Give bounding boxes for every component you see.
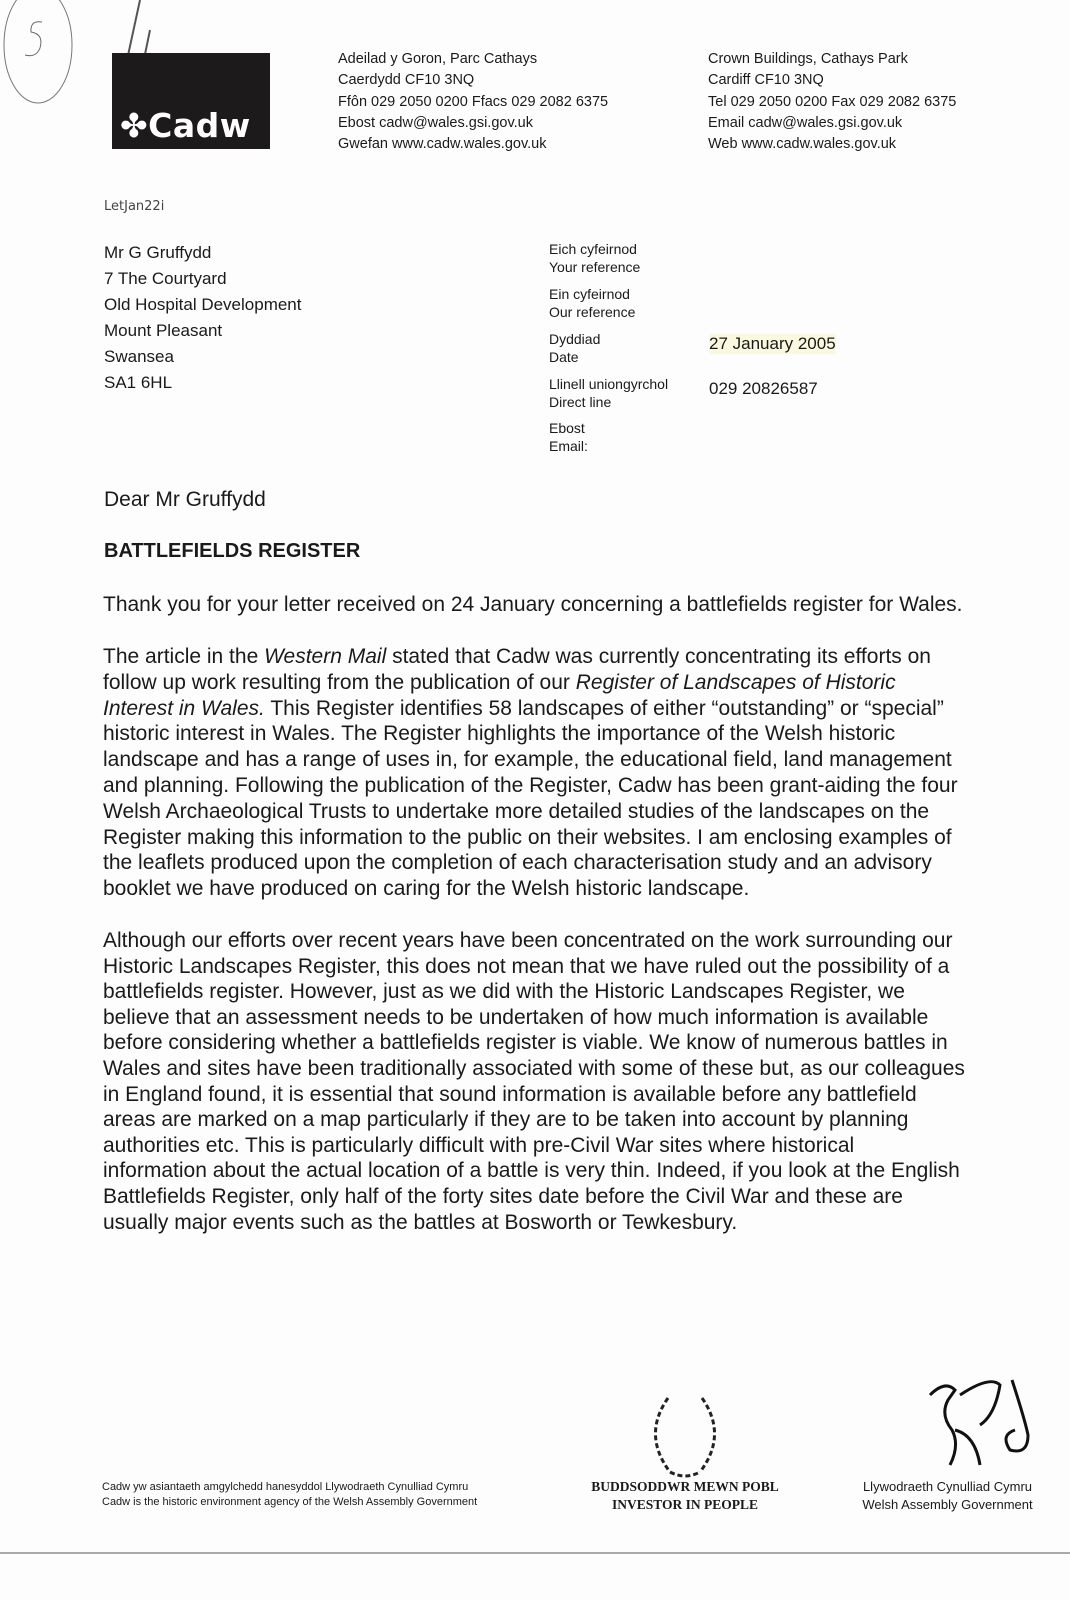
text-segment: battlefields register. However, just as we did with the Historic Landscapes Register, we	[103, 980, 905, 1004]
investor-in-people	[585, 1478, 785, 1514]
body-line	[103, 774, 958, 798]
body-line	[103, 955, 949, 979]
address-line: 7 The Courtyard	[104, 269, 227, 288]
address-line: Caerdydd CF10 3NQ	[338, 72, 475, 89]
recipient-name: Mr G Gruffydd	[104, 243, 212, 262]
body-line	[103, 800, 929, 824]
text-segment: This Register identifies 58 landscapes of either “outstanding” or “special”	[264, 696, 944, 720]
text-segment: information about the actual location of a battle is very thin. Indeed, if you look at the English	[103, 1159, 960, 1183]
postcode: SA1 6HL	[104, 373, 173, 392]
english-address-block	[708, 49, 956, 155]
body-line	[103, 645, 931, 669]
text-segment: Although our efforts over recent years have been concentrated on the work surrounding our	[103, 929, 953, 952]
ref-date: Dyddiad Date	[549, 331, 601, 365]
text-segment: the leaflets produced upon the completion of each characterisation study and an advisory	[103, 851, 932, 875]
welsh-address-block	[338, 49, 608, 155]
laurel-wreath-icon	[640, 1390, 730, 1480]
body-line	[103, 697, 944, 721]
body-line	[103, 826, 952, 850]
address-line: Swansea	[104, 347, 174, 366]
body-line	[103, 1031, 948, 1055]
investor-welsh: BUDDSODDWR MEWN POBL	[591, 1479, 779, 1494]
ref-your-reference: Eich cyfeirnod Your reference	[549, 241, 641, 275]
body-line	[103, 722, 895, 746]
cadw-logo	[112, 53, 270, 149]
body-line	[103, 851, 932, 875]
text-segment: believe that an assessment needs to be undertaken of how much information is available	[103, 1005, 929, 1029]
text-segment: before considering whether a battlefields register is viable. We know of numerous battles in	[103, 1031, 948, 1055]
body-line	[103, 1057, 965, 1081]
text-segment: Wales and sites have been traditionally associated with some of these but, as our colleagues	[103, 1057, 965, 1080]
body-line	[103, 1134, 854, 1158]
body-line	[103, 671, 896, 695]
ref-direct-line: Llinell uniongyrchol Direct line	[549, 376, 669, 410]
bottom-divider	[0, 1552, 1070, 1554]
text-segment: Battlefields Register, only half of the forty sites date before the Civil War and these are	[103, 1185, 903, 1208]
file-reference: LetJan22i	[104, 199, 165, 214]
salutation: Dear Mr Gruffydd	[104, 488, 266, 511]
welsh-dragon-icon	[900, 1375, 1035, 1475]
text-segment: usually major events such as the battles at Bosworth or Tewkesbury.	[103, 1210, 738, 1234]
address-line: Mount Pleasant	[104, 321, 223, 340]
text-segment: booklet we have produced on caring for the Welsh historic landscape.	[103, 877, 750, 901]
agency-english: Cadw is the historic environment agency of the Welsh Assembly Government	[102, 1496, 478, 1508]
text-segment: historic interest in Wales. The Register highlights the importance of the Welsh historic	[103, 722, 896, 746]
text-segment: landscape and has a range of uses in, for example, the educational field, land management	[103, 748, 952, 772]
body-line	[103, 1185, 903, 1209]
ref-email: Ebost Email:	[549, 420, 588, 454]
text-segment: areas are marked on a map particularly if they are to be taken into account by planning	[103, 1108, 909, 1132]
address-line: Cardiff CF10 3NQ	[708, 72, 824, 89]
text-segment: Historic Landscapes Register, this does not mean that we have ruled out the possibility of a	[103, 954, 950, 978]
text-segment: The article in the	[103, 645, 265, 668]
body-line	[103, 748, 952, 772]
text-segment: Register making this information to the public on their websites. I am enclosing examples of	[103, 825, 952, 849]
investor-english: INVESTOR IN PEOPLE	[611, 1497, 759, 1512]
cadw-logo-text: ✤Cadw	[120, 106, 251, 145]
body-line	[103, 929, 952, 953]
body-line	[103, 1006, 928, 1030]
email-line: Email cadw@wales.gsi.gov.uk	[708, 114, 903, 131]
body-line	[103, 1211, 737, 1235]
email-line: Ebost cadw@wales.gsi.gov.uk	[338, 114, 533, 131]
web-line: Web www.cadw.wales.gov.uk	[708, 136, 897, 153]
text-segment: authorities etc. This is particularly difficult with pre-Civil War sites where historical	[103, 1133, 855, 1157]
recipient-address	[104, 240, 301, 396]
text-segment: Welsh Archaeological Trusts to undertake more detailed studies of the landscapes on the	[103, 799, 930, 823]
italic-title: Register of Landscapes of Historic	[575, 670, 896, 694]
web-line: Gwefan www.cadw.wales.gov.uk	[338, 136, 547, 153]
agency-welsh: Cadw yw asiantaeth amgylchedd hanesyddol Llywodraeth Cynulliad Cymru	[102, 1481, 469, 1493]
body-line	[103, 593, 963, 617]
text-segment: Thank you for your letter received on 24 January concerning a battlefields register for Wales.	[103, 593, 963, 616]
address-line: Adeilad y Goron, Parc Cathays	[338, 51, 538, 67]
subject-heading: BATTLEFIELDS REGISTER	[104, 540, 361, 562]
body-line	[103, 1108, 908, 1132]
body-line	[103, 1083, 917, 1107]
direct-line-value: 029 20826587	[709, 379, 818, 398]
text-segment: stated that Cadw was currently concentrating its efforts on	[386, 645, 931, 668]
body-line	[103, 877, 749, 901]
government-english: Welsh Assembly Government	[862, 1497, 1033, 1512]
text-segment: in England found, it is essential that sound information is available before any battlefield	[103, 1082, 917, 1106]
ref-our-reference: Ein cyfeirnod Our reference	[549, 286, 636, 320]
body-line	[103, 1159, 960, 1183]
phone-line: Tel 029 2050 0200 Fax 029 2082 6375	[708, 93, 957, 110]
body-line	[103, 980, 905, 1004]
text-segment: follow up work resulting from the publication of our	[103, 670, 576, 694]
government-welsh: Llywodraeth Cynulliad Cymru	[862, 1479, 1033, 1494]
address-line: Old Hospital Development	[104, 295, 302, 314]
address-line: Crown Buildings, Cathays Park	[708, 51, 908, 67]
welsh-assembly-government	[860, 1478, 1035, 1514]
agency-statement	[102, 1480, 477, 1510]
italic-title: Interest in Wales.	[103, 696, 265, 720]
date-value: 27 January 2005	[709, 334, 836, 353]
italic-title: Western Mail	[264, 645, 387, 668]
text-segment: and planning. Following the publication of the Register, Cadw has been grant-aiding the four	[103, 774, 958, 797]
phone-line: Ffôn 029 2050 0200 Ffacs 029 2082 6375	[338, 93, 609, 110]
